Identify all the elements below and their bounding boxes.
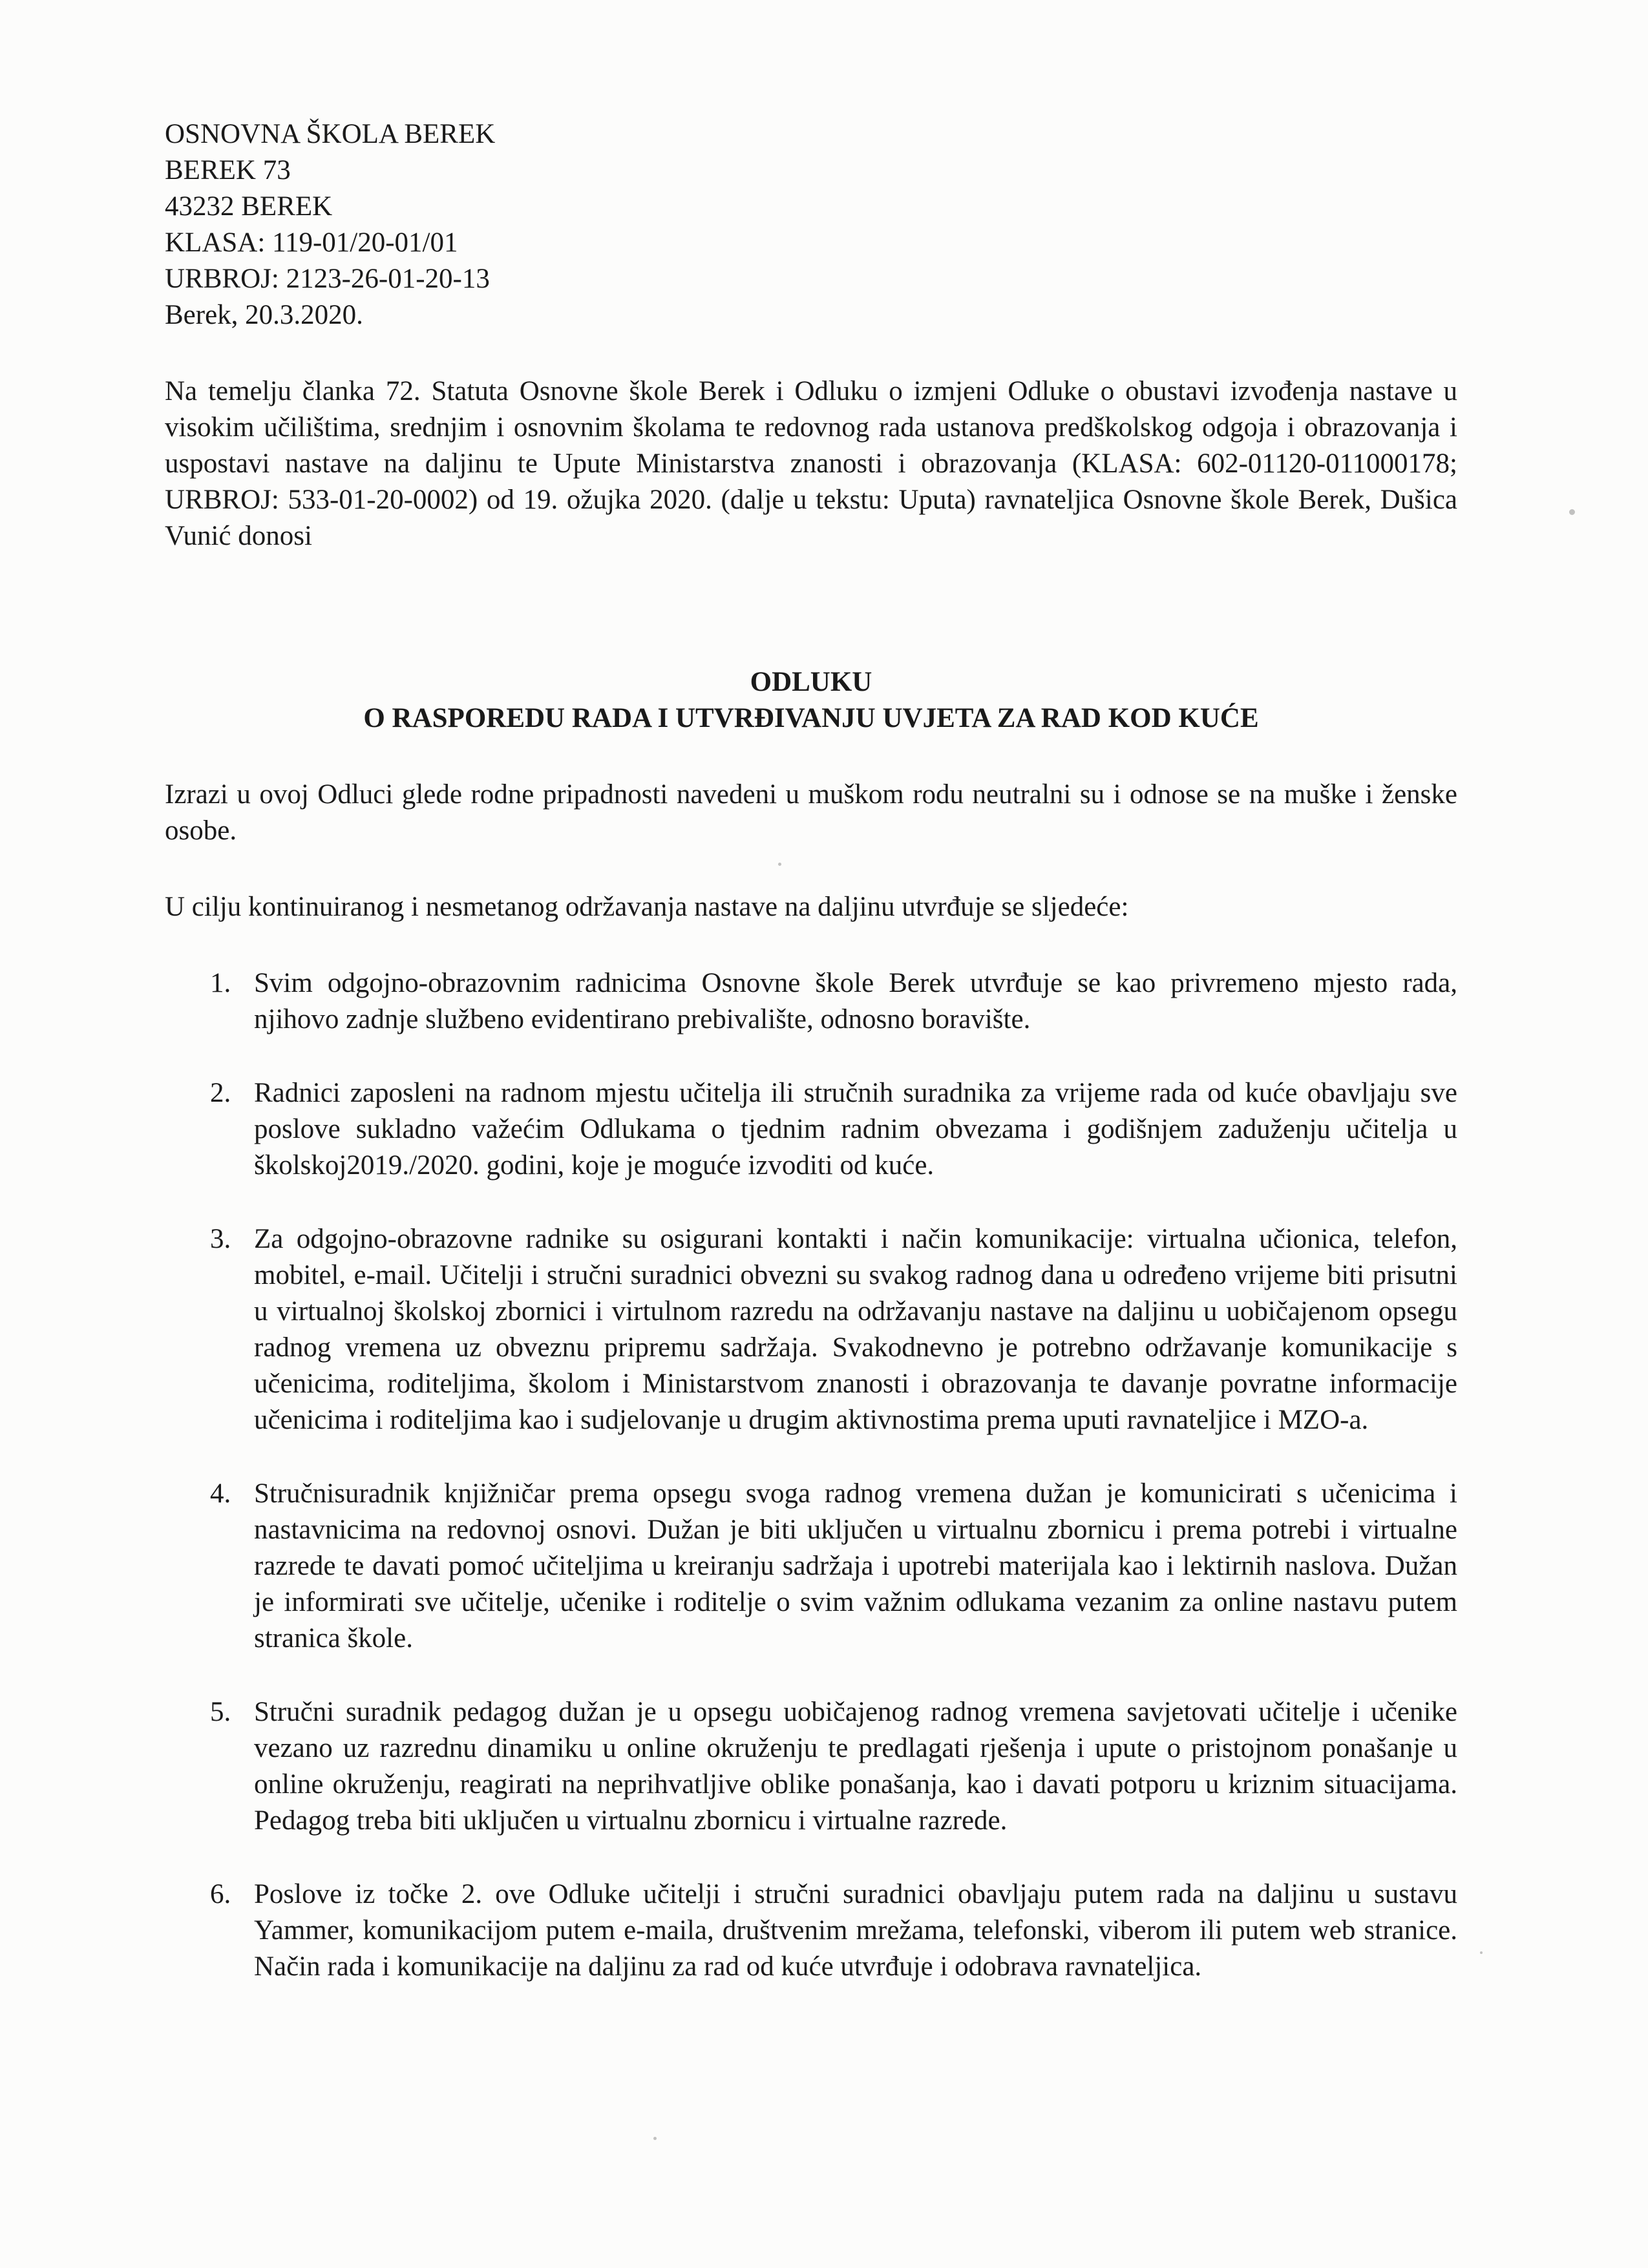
item-number: 1. <box>210 968 231 998</box>
title-decision: ODLUKU <box>750 667 872 697</box>
urbroj-number: URBROJ: 2123-26-01-20-13 <box>165 264 490 294</box>
place-and-date: Berek, 20.3.2020. <box>165 300 363 330</box>
scan-speck <box>778 863 781 866</box>
item-text: Za odgojno-obrazovne radnike su osigurani kontakti i način komunikacije: virtualna učionica, telefon, mobitel, e-mail. Učitelji i stručni suradnici obvezni su svakog radnog dana u određeno vrijeme biti prisutni u virtualnoj školskoj zbornici i virtulnom razredu na održavanju nastave na daljinu u uobičajenom opsegu radnog vremena uz obveznu pripremu sadržaja. Svakodnevno je potrebno održavanje komunikacije s učenicima, roditeljima, školom i Ministarstvom znanosti i obrazovanja te davanje povratne informacije učenicima i roditeljima kao i sudjelovanje u drugim aktivnostima prema uputi ravnateljice i MZO-a. <box>254 1224 1457 1435</box>
klasa-number: KLASA: 119-01/20-01/01 <box>165 227 458 258</box>
scan-speck <box>1569 509 1575 515</box>
school-name: OSNOVNA ŠKOLA BEREK <box>165 119 496 149</box>
list-item <box>165 1876 1457 1985</box>
title-subject: O RASPOREDU RADA I UTVRĐIVANJU UVJETA ZA RAD KOD KUĆE <box>363 703 1259 733</box>
school-address: BEREK 73 <box>165 155 291 185</box>
item-number: 2. <box>210 1078 231 1108</box>
school-postal-code: 43232 BEREK <box>165 191 333 222</box>
gender-neutrality-paragraph: Izrazi u ovoj Odluci glede rodne pripadnosti navedeni u muškom rodu neutralni su i odnose se na muške i ženske osobe. <box>165 779 1457 846</box>
item-text: Svim odgojno-obrazovnim radnicima Osnovne škole Berek utvrđuje se kao privremeno mjesto rada, njihovo zadnje službeno evidentirano prebivalište, odnosno boravište. <box>254 968 1457 1034</box>
scan-speck <box>1480 1951 1483 1954</box>
item-text: Radnici zaposleni na radnom mjestu učitelja ili stručnih suradnika za vrijeme rada od kuće obavljaju sve poslove sukladno važećim Odlukama o tjednim radnim obvezama i godišnjem zaduženju učitelja u školskoj2019./2020. godini, koje je moguće izvoditi od kuće. <box>254 1078 1457 1181</box>
list-item <box>165 1221 1457 1438</box>
legal-basis-paragraph: Na temelju članka 72. Statuta Osnovne škole Berek i Odluku o izmjeni Odluke o obustavi izvođenja nastave u visokim učilištima, srednjim i osnovnim školama te redovnog rada ustanova predškolskog odgoja i obrazovanja i uspostavi nastave na daljinu te Upute Ministarstva znanosti i obrazovanja (KLASA: 602-01120-011000178; URBROJ: 533-01-20-0002) od 19. ožujka 2020. (dalje u tekstu: Uputa) ravnateljica Osnovne škole Berek, Dušica Vunić donosi <box>165 376 1457 551</box>
document-header <box>165 116 1457 333</box>
item-number: 6. <box>210 1879 231 1909</box>
item-number: 3. <box>210 1224 231 1254</box>
item-number: 4. <box>210 1478 231 1509</box>
list-item <box>165 1694 1457 1839</box>
item-text: Stručni suradnik pedagog dužan je u opsegu uobičajenog radnog vremena savjetovati učitelje i učenike vezano uz razrednu dinamiku u online okruženju te predlagati rješenja i upute o pristojnom ponašanje u online okruženju, reagirati na neprihvatljive oblike ponašanja, kao i davati potporu u kriznim situacijama. Pedagog treba biti uključen u virtualnu zbornicu i virtualne razrede. <box>254 1697 1457 1836</box>
purpose-paragraph: U cilju kontinuiranog i nesmetanog održavanja nastave na daljinu utvrđuje se sljedeće: <box>165 892 1129 922</box>
list-item <box>165 965 1457 1038</box>
item-number: 5. <box>210 1697 231 1727</box>
item-text: Poslove iz točke 2. ove Odluke učitelji i stručni suradnici obavljaju putem rada na daljinu u sustavu Yammer, komunikacijom putem e-maila, društvenim mrežama, telefonski, viberom ili putem web stranice. Način rada i komunikacije na daljinu za rad od kuće utvrđuje i odobrava ravnateljica. <box>254 1879 1457 1982</box>
list-item <box>165 1075 1457 1184</box>
list-item <box>165 1476 1457 1657</box>
item-text: Stručnisuradnik knjižničar prema opsegu svoga radnog vremena dužan je komunicirati s učenicima i nastavnicima na redovnoj osnovi. Dužan je biti uključen u virtualnu zbornicu i prema potrebi i virtualne razrede te davati pomoć učiteljima u kreiranju sadržaja i upotrebi materijala kao i lektirnih naslova. Dužan je informirati sve učitelje, učenike i roditelje o svim važnim odlukama vezanim za online nastavu putem stranica škole. <box>254 1478 1457 1654</box>
decision-items-list <box>165 965 1457 1985</box>
scan-speck <box>653 2137 657 2140</box>
document-page <box>165 116 1457 2022</box>
document-title <box>165 664 1457 737</box>
